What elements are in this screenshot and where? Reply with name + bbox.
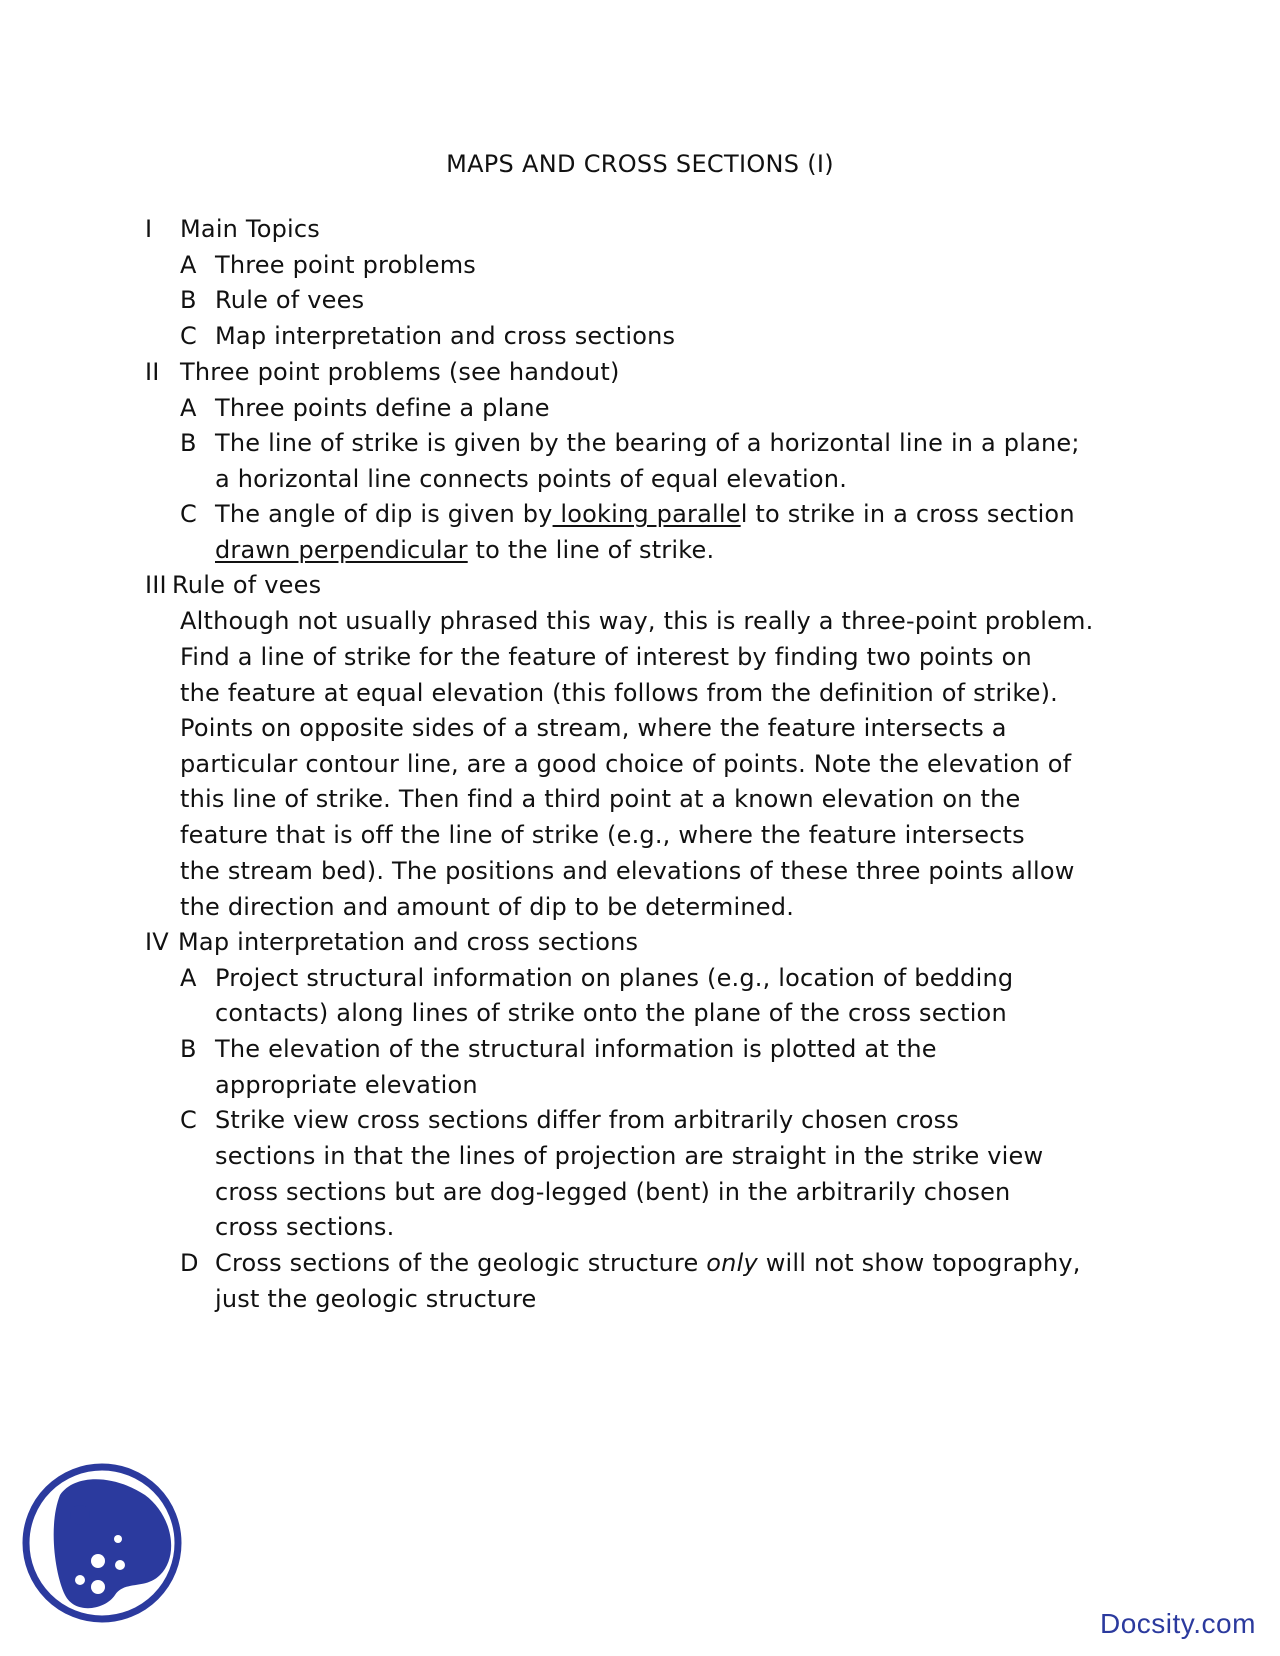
paragraph-line: Find a line of strike for the feature of interest by finding two points on [180, 643, 1032, 671]
item-text: Three point problems [215, 251, 477, 279]
item-text: Map interpretation and cross sections [215, 322, 676, 350]
item-label: B [180, 286, 197, 314]
item-text: cross sections. [215, 1213, 395, 1241]
item-label: A [180, 394, 197, 422]
item-label: A [180, 964, 197, 992]
paragraph-line: feature that is off the line of strike (e.g., where the feature intersects [180, 821, 1025, 849]
paragraph-line: the stream bed). The positions and elevations of these three points allow [180, 857, 1075, 885]
section-number: III [145, 571, 167, 599]
item-label: C [180, 322, 197, 350]
section-number: IV [145, 928, 169, 956]
section-heading: Map interpretation and cross sections [178, 928, 639, 956]
item-label: B [180, 1035, 197, 1063]
docsity-logo-icon [20, 1455, 190, 1630]
docsity-brand: Docsity.com [1100, 1608, 1256, 1639]
text-run: will not show topography, [757, 1249, 1081, 1277]
item-text: contacts) along lines of strike onto the plane of the cross section [215, 999, 1007, 1027]
item-text: Rule of vees [215, 286, 365, 314]
section-heading: Main Topics [180, 215, 320, 243]
item-text [215, 1251, 1081, 1275]
text-run: The angle of dip is given by [215, 500, 553, 528]
text-run: l to strike in a cross section [740, 500, 1075, 528]
item-label: D [180, 1249, 199, 1277]
item-text [215, 538, 714, 562]
paragraph-line: Although not usually phrased this way, this is really a three-point problem. [180, 607, 1094, 635]
page-title: MAPS AND CROSS SECTIONS (I) [446, 150, 834, 178]
item-text: sections in that the lines of projection are straight in the strike view [215, 1142, 1044, 1170]
item-text: Three points define a plane [215, 394, 550, 422]
section-number: II [145, 358, 160, 386]
text-run: Cross sections of the geologic structure [215, 1249, 707, 1277]
item-text: appropriate elevation [215, 1071, 478, 1099]
section-number: I [145, 215, 153, 243]
item-label: B [180, 429, 197, 457]
underlined-text: looking paralle [552, 500, 741, 528]
paragraph-line: this line of strike. Then find a third point at a known elevation on the [180, 785, 1021, 813]
item-text: The elevation of the structural information is plotted at the [215, 1035, 937, 1063]
underlined-text: drawn perpendicular [215, 536, 468, 564]
item-text: cross sections but are dog-legged (bent) in the arbitrarily chosen [215, 1178, 1011, 1206]
paragraph-line: the feature at equal elevation (this follows from the definition of strike). [180, 679, 1058, 707]
item-text [215, 502, 1075, 526]
item-text: Strike view cross sections differ from arbitrarily chosen cross [215, 1106, 960, 1134]
section-heading: Three point problems (see handout) [180, 358, 620, 386]
paragraph-line: the direction and amount of dip to be determined. [180, 893, 795, 921]
text-run: to the line of strike. [467, 536, 715, 564]
emphasis-text: only [706, 1249, 758, 1277]
section-heading: Rule of vees [172, 571, 322, 599]
item-label: C [180, 1106, 197, 1134]
paragraph-line: particular contour line, are a good choice of points. Note the elevation of [180, 750, 1072, 778]
paragraph-line: Points on opposite sides of a stream, where the feature intersects a [180, 714, 1007, 742]
item-text: The line of strike is given by the bearing of a horizontal line in a plane; [215, 429, 1080, 457]
item-text: a horizontal line connects points of equal elevation. [215, 465, 848, 493]
item-text: just the geologic structure [215, 1285, 537, 1313]
item-text: Project structural information on planes (e.g., location of bedding [215, 964, 1014, 992]
item-label: C [180, 500, 197, 528]
item-label: A [180, 251, 197, 279]
